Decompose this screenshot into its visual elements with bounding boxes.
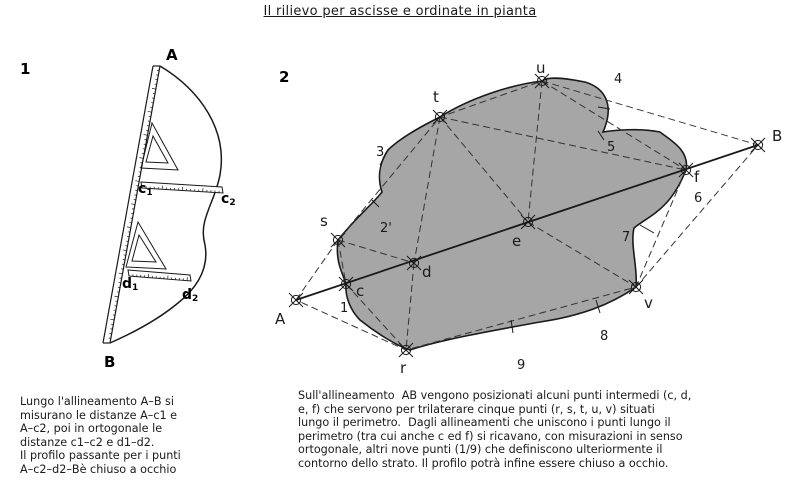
offset-label-1: 1 xyxy=(340,301,349,316)
marker-B xyxy=(751,138,765,152)
label-c1: c1 xyxy=(138,181,153,198)
label-c2: c2 xyxy=(221,191,236,208)
caption-2-line-5: ortogonale, altri nove punti (1/9) che definiscono ulteriormente il xyxy=(298,443,663,457)
offset-label-5: 5 xyxy=(607,140,616,155)
marker-d xyxy=(407,256,421,270)
marker-v xyxy=(629,280,643,294)
marker-s xyxy=(331,233,345,247)
offset-label-8: 8 xyxy=(600,329,609,344)
caption-2-line-4: perimetro (tra cui anche c ed f) si ricavano, con misurazioni in senso xyxy=(298,429,683,443)
label-d1: d1 xyxy=(122,276,139,293)
caption-2-line-6: contorno dello strato. Il profilo potrà infine essere chiuso a occhio. xyxy=(298,456,669,470)
label-A: A xyxy=(275,310,286,328)
label-A-fig1: A xyxy=(166,46,178,64)
offset-label-4: 4 xyxy=(614,72,623,87)
label-t: t xyxy=(433,88,439,106)
caption-1-line-3: A–c2, poi in ortogonale le xyxy=(20,422,163,436)
label-B: B xyxy=(772,127,783,145)
ruler-tick xyxy=(110,319,114,320)
caption-2-line-3: lungo il perimetro. Dagli allineamenti che uniscono i punti lungo il xyxy=(298,416,671,430)
profile-curve xyxy=(110,66,221,343)
label-e: e xyxy=(512,232,522,250)
figure-2-number: 2 xyxy=(279,68,290,86)
label-v: v xyxy=(644,294,653,312)
marker-c xyxy=(339,277,353,291)
page-title: Il rilievo per ascisse e ordinate in pianta xyxy=(263,4,537,19)
marker-e xyxy=(521,215,535,229)
label-f: f xyxy=(694,168,700,186)
ruler-tick xyxy=(119,273,123,274)
set-square-lower xyxy=(126,222,166,269)
offset-label-2: 2' xyxy=(380,221,392,236)
tape-d1-d2 xyxy=(128,270,191,281)
ruler-tick xyxy=(148,111,152,112)
label-c: c xyxy=(356,282,365,300)
ruler-tick xyxy=(139,158,143,159)
label-u: u xyxy=(536,59,546,77)
label-s: s xyxy=(320,212,328,230)
layer-shape xyxy=(337,78,686,350)
figure-2 xyxy=(275,59,782,377)
caption-2-line-1: Sull'allineamento AB vengono posizionati alcuni punti intermedi (c, d, xyxy=(298,389,692,402)
marker-A xyxy=(289,293,303,307)
offset-label-6: 6 xyxy=(694,191,703,206)
ruler-tick xyxy=(123,250,127,251)
figure-1-number: 1 xyxy=(20,60,31,78)
label-d: d xyxy=(422,263,432,281)
caption-1-line-4: distanze c1–c2 e d1–d2. xyxy=(20,435,155,449)
caption-1-line-5: Il profilo passante per i punti xyxy=(20,449,181,463)
caption-1-line-2: misurano le distanze A–c1 e xyxy=(20,408,178,422)
figure-1 xyxy=(20,46,236,371)
tape-c1-c2 xyxy=(141,182,223,193)
offset-label-9: 9 xyxy=(517,358,526,373)
label-r: r xyxy=(400,359,407,377)
ruler-tick xyxy=(131,204,135,205)
marker-f xyxy=(679,163,693,177)
marker-r xyxy=(399,343,413,357)
caption-1-line-6: A–c2–d2–Bè chiuso a occhio xyxy=(20,462,177,476)
caption-1-line-1: Lungo l'allineamento A–B si xyxy=(20,395,174,408)
caption-figure-2 xyxy=(298,389,691,471)
ruler-alignment xyxy=(103,66,160,343)
label-B-fig1: B xyxy=(104,353,116,371)
ruler-tick xyxy=(152,88,156,89)
label-d2: d2 xyxy=(182,287,199,304)
ruler-tick xyxy=(114,296,118,297)
offset-label-7: 7 xyxy=(622,230,631,245)
caption-2-line-2: e, f) che servono per trilaterare cinque punti (r, s, t, u, v) situati xyxy=(298,402,655,416)
offset-label-3: 3 xyxy=(376,145,385,160)
caption-figure-1 xyxy=(20,395,181,477)
ruler-tick xyxy=(144,135,148,136)
ruler-tick xyxy=(127,227,131,228)
marker-t xyxy=(433,110,447,124)
